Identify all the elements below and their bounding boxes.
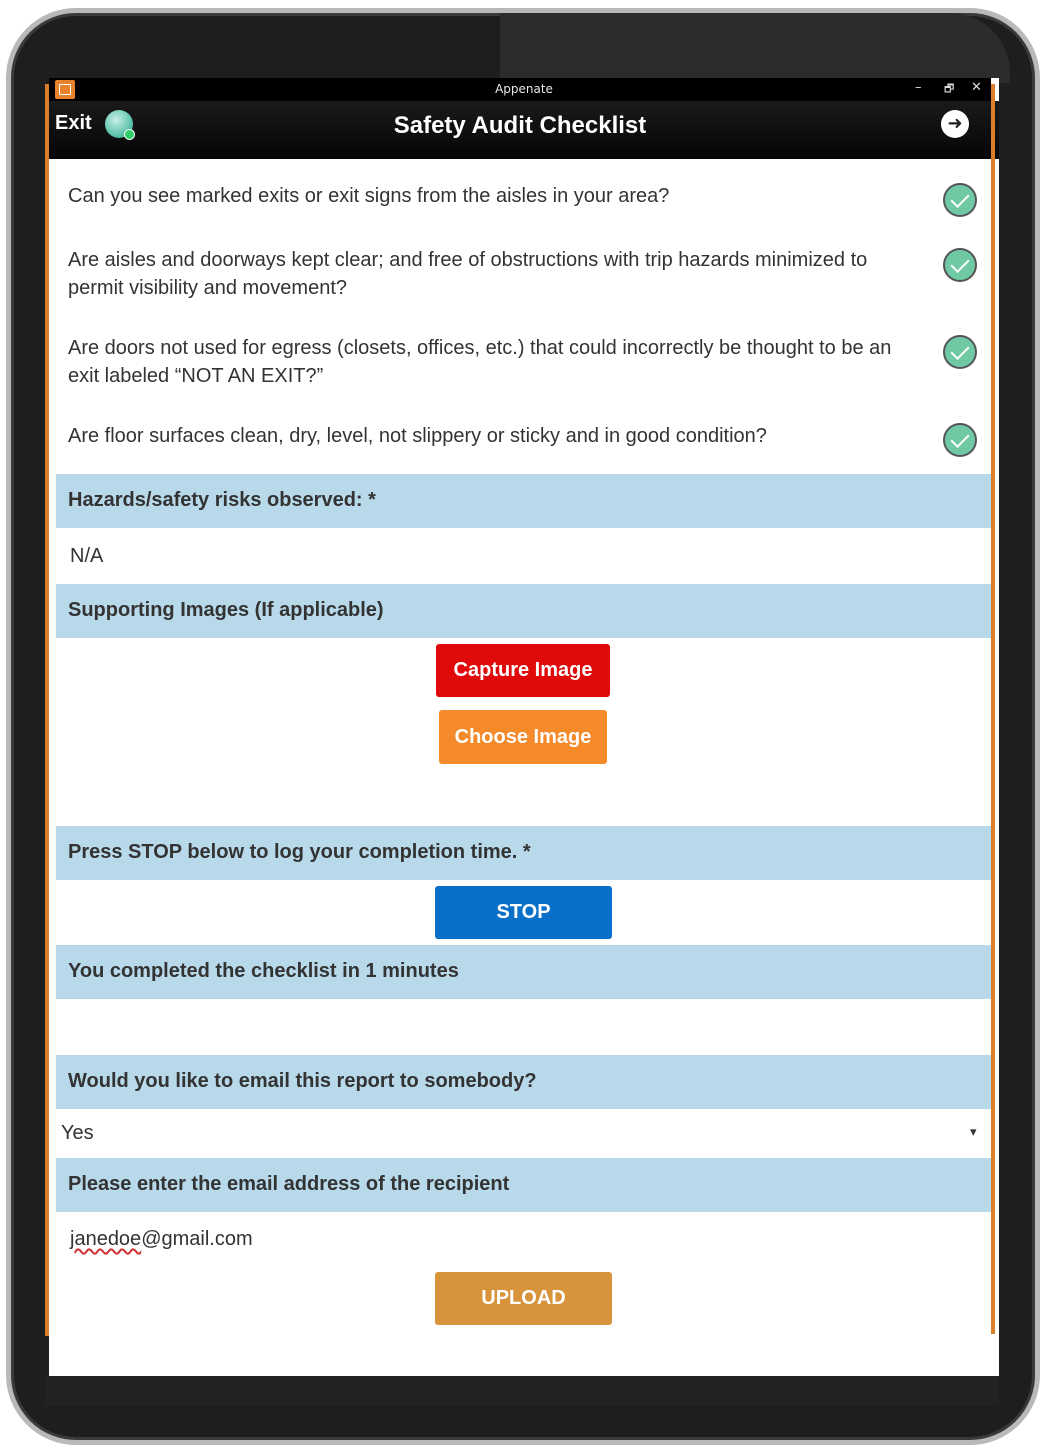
question-floor-surfaces	[56, 422, 991, 450]
email-user: janedoe	[70, 1228, 142, 1250]
app-header	[49, 101, 999, 159]
section-email-question: Would you like to email this report to somebody?	[56, 1055, 991, 1109]
question-not-an-exit	[56, 334, 991, 390]
question-exit-signs	[56, 182, 991, 210]
check-icon[interactable]	[943, 183, 977, 217]
check-icon[interactable]	[943, 248, 977, 282]
recipient-email-field[interactable]	[70, 1228, 253, 1251]
close-button[interactable]: ✕	[971, 80, 982, 95]
upload-button[interactable]: UPLOAD	[435, 1272, 612, 1325]
page-title: Safety Audit Checklist	[393, 112, 647, 139]
stop-button[interactable]: STOP	[435, 886, 612, 939]
email-choice-select[interactable]: Yes	[61, 1122, 94, 1144]
left-accent-rail	[45, 84, 49, 1336]
capture-image-button[interactable]: Capture Image	[436, 644, 610, 697]
completion-result: You completed the checklist in 1 minutes	[56, 945, 991, 999]
right-accent-rail	[991, 84, 995, 1334]
section-supporting-images: Supporting Images (If applicable)	[56, 584, 991, 638]
question-text: Can you see marked exits or exit signs from the aisles in your area?	[68, 185, 670, 207]
question-aisles-clear	[56, 246, 991, 302]
section-hazards: Hazards/safety risks observed: *	[56, 474, 991, 528]
question-text: Are aisles and doorways kept clear; and free of obstructions with trip hazards minimized to permit visibility and movement?	[68, 249, 868, 299]
choose-image-button[interactable]: Choose Image	[439, 710, 607, 764]
window-titlebar	[49, 78, 991, 101]
hazards-field[interactable]: N/A	[70, 545, 104, 567]
section-recipient: Please enter the email address of the recipient	[56, 1158, 991, 1212]
screen-bezel	[45, 1376, 999, 1406]
check-icon[interactable]	[943, 423, 977, 457]
minimize-button[interactable]: –	[915, 80, 922, 95]
restore-button[interactable]: 🗗	[944, 82, 955, 95]
email-domain: @gmail.com	[141, 1228, 253, 1250]
chevron-down-icon[interactable]: ▾	[970, 1124, 977, 1139]
question-text: Are doors not used for egress (closets, offices, etc.) that could incorrectly be thought to be an exit labeled “NOT AN EXIT?”	[68, 337, 892, 387]
tablet-glare	[500, 13, 1010, 83]
exit-button[interactable]: Exit	[55, 112, 92, 134]
next-arrow-icon[interactable]: ➜	[941, 110, 969, 138]
section-completion-time: Press STOP below to log your completion time. *	[56, 826, 991, 880]
window-title: Appenate	[495, 82, 553, 96]
question-text: Are floor surfaces clean, dry, level, not slippery or sticky and in good condition?	[68, 425, 767, 447]
check-icon[interactable]	[943, 335, 977, 369]
